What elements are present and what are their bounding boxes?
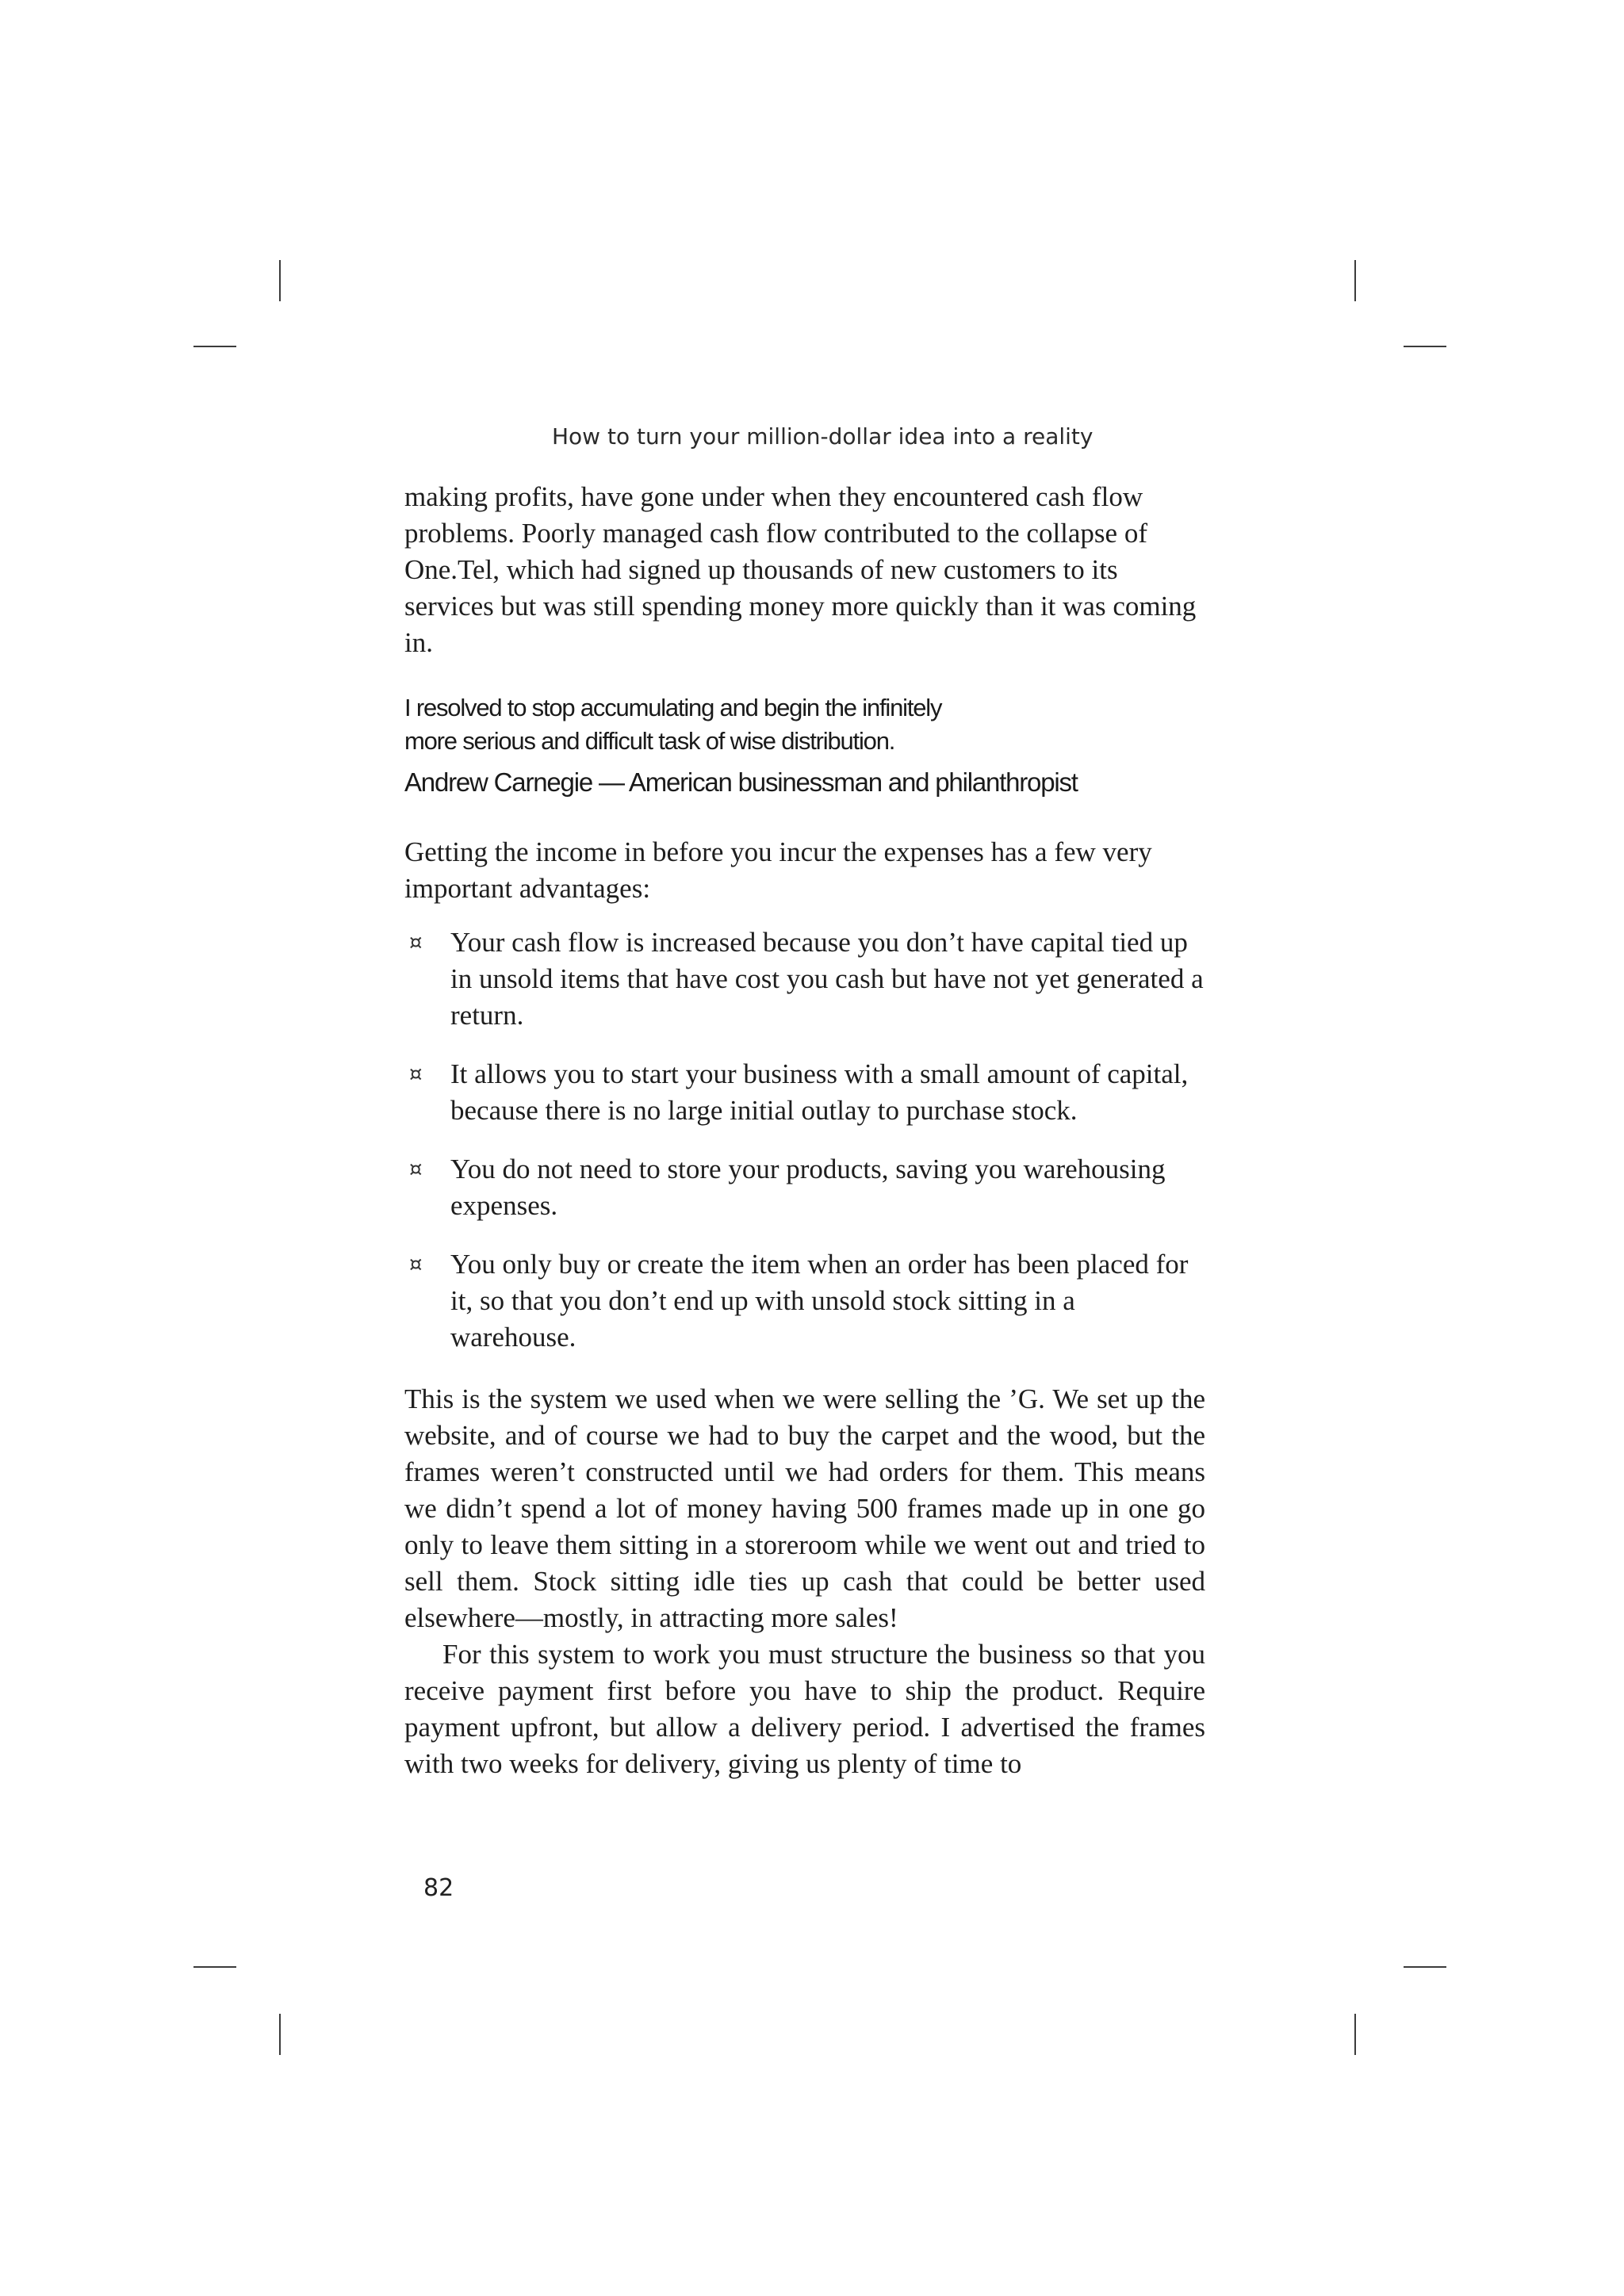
list-item-text: It allows you to start your business with a small amount of capital, because there is no large initial outlay to purchase stock. [450,1058,1189,1126]
page-number: 82 [423,1874,454,1902]
quote-attribution: Andrew Carnegie — American businessman and philanthropist [404,767,1078,797]
crop-mark-bottom-left-vertical [279,2014,281,2055]
list-item [404,1151,1205,1224]
body-paragraph: For this system to work you must structure the business so that you receive payment first before you have to ship the product. Require payment upfront, but allow a delivery period. I advertised the frames with two weeks for delivery, giving us plenty of time to [404,1639,1205,1779]
page-body [404,479,1205,1782]
list-intro: Getting the income in before you incur the expenses has a few very important advantages: [404,836,1152,904]
list-item [404,1246,1205,1356]
crop-mark-bottom-right-horizontal [1404,1966,1446,1968]
crop-mark-top-right-horizontal [1404,346,1446,347]
bullet-icon: ¤ [409,1062,423,1086]
pull-quote [404,691,1205,799]
running-head: How to turn your million-dollar idea into a reality [552,423,1094,450]
crop-mark-bottom-left-horizontal [193,1966,236,1968]
bullet-icon: ¤ [409,1158,423,1181]
crop-mark-top-left-vertical [279,260,281,301]
crop-mark-bottom-right-vertical [1354,2014,1356,2055]
crop-mark-top-right-vertical [1354,260,1356,301]
advantages-list [404,924,1205,1356]
list-item-text: You do not need to store your products, saving you warehousing expenses. [450,1154,1166,1221]
body-paragraph: making profits, have gone under when they encountered cash flow problems. Poorly managed cash flow contributed to the collapse of One.Tel, which had signed up thousands of new customers to its services but was still spending money more quickly than it was coming in. [404,481,1197,658]
bullet-icon: ¤ [409,1253,423,1276]
bullet-icon: ¤ [409,931,423,955]
list-item [404,924,1205,1034]
list-item-text: Your cash flow is increased because you don’t have capital tied up in unsold items that have cost you cash but have not yet generated a return. [450,927,1204,1031]
quote-text: I resolved to stop accumulating and begin the infinitely more serious and difficult task of wise distribution. [404,694,942,755]
crop-mark-top-left-horizontal [193,346,236,347]
body-paragraph: This is the system we used when we were selling the ’G. We set up the website, and of course we had to buy the carpet and the wood, but the frames weren’t constructed until we had orders for them. This means we didn’t spend a lot of money having 500 frames made up in one go only to leave them sitting in a storeroom while we went out and tried to sell them. Stock sitting idle ties up cash that could be better used elsewhere—mostly, in attracting more sales! [404,1383,1205,1633]
list-item-text: You only buy or create the item when an order has been placed for it, so that you don’t end up with unsold stock sitting in a warehouse. [450,1249,1189,1353]
list-item [404,1056,1205,1129]
